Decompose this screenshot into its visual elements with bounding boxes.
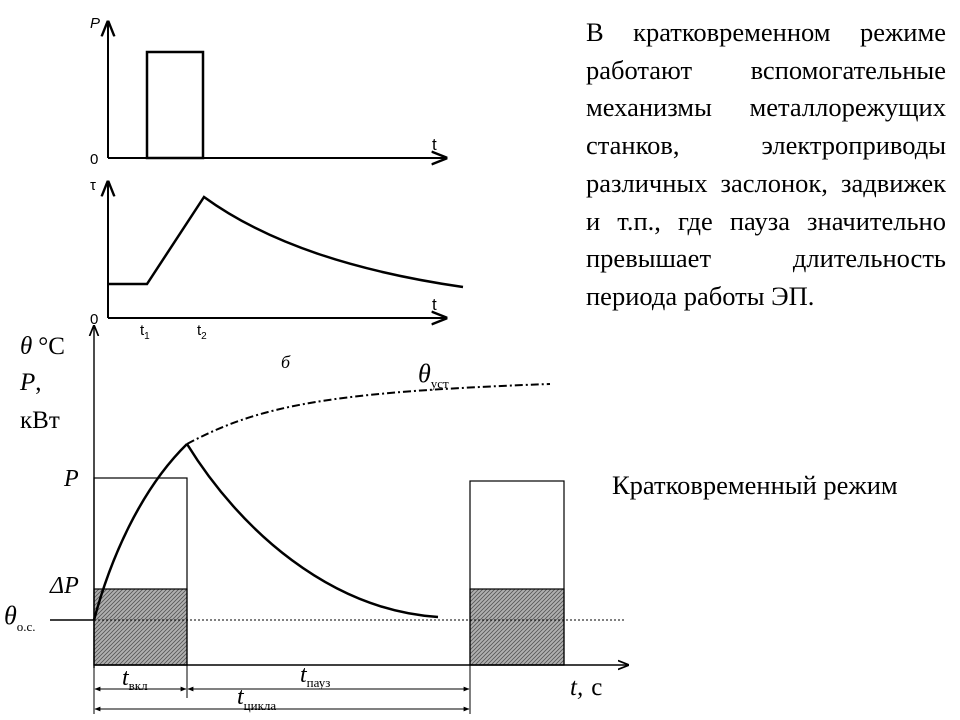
x-axis-label: t, с: [570, 674, 603, 701]
power-origin-label: 0: [90, 151, 99, 168]
y-axis-p-label: P,: [20, 369, 42, 396]
t-on-label: $t_{вкл}$: [122, 665, 148, 693]
figure-label: б: [281, 352, 291, 372]
temperature-origin-label: 0: [90, 311, 99, 328]
t2-label: $t_2$: [197, 322, 207, 342]
theta-ambient-label: $\theta_{о.с.}$: [4, 601, 36, 634]
temperature-y-label: τ: [90, 177, 96, 194]
diagram-caption: Кратковременный режим: [612, 470, 898, 500]
power-pulse: [147, 52, 203, 158]
delta-p-label: ΔP: [50, 573, 79, 599]
cooling-curve: [187, 444, 438, 617]
description-paragraph: В кратковременном режиме работают вспомогательные механизмы металлорежущих станков, электроприводы различных заслонок, задвижек и т.п., где пауза значительно превышает длительность периода работы ЭП.: [586, 17, 946, 311]
y-axis-theta-label: θ °C: [20, 333, 65, 360]
y-axis-unit-label: кВт: [20, 407, 60, 434]
main-heating-chart: [4, 326, 628, 714]
t-pause-label: $t_{пауз}$: [300, 662, 331, 690]
loss-block-1: [94, 589, 187, 665]
theta-steady-label: $\theta_{уст}$: [418, 359, 449, 391]
power-x-label: t: [432, 135, 437, 154]
p-level-label: P: [64, 466, 79, 492]
temperature-graph: [90, 177, 463, 372]
power-graph: [90, 15, 446, 168]
loss-block-2: [470, 589, 564, 665]
power-y-label: P: [90, 15, 101, 32]
temperature-x-label: t: [432, 295, 437, 314]
t-cycle-label: $t_{цикла}$: [237, 684, 277, 713]
steady-state-curve: [187, 384, 550, 444]
temperature-curve: [108, 197, 463, 287]
t1-label: $t_1$: [140, 322, 150, 342]
